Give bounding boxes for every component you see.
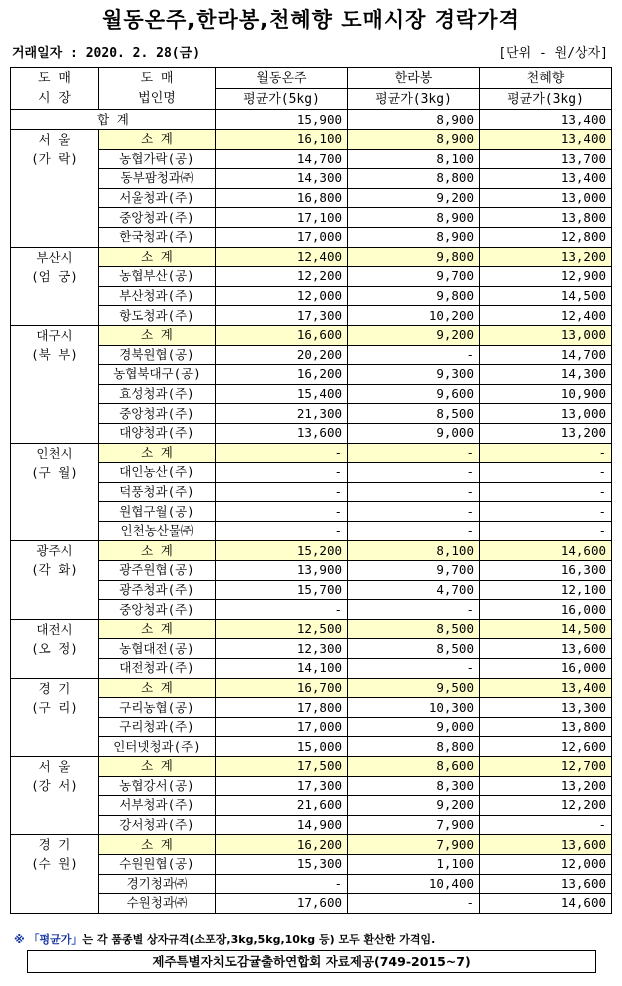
price-hallabong: -	[348, 345, 480, 365]
table-row	[11, 267, 612, 287]
price-tangerine: 20,200	[216, 345, 348, 365]
total-value-1: 15,900	[216, 110, 348, 130]
market-city: 대구시	[36, 327, 73, 343]
price-tangerine: 15,400	[216, 384, 348, 404]
price-tangerine: 17,300	[216, 306, 348, 326]
price-hallabong: 8,800	[348, 737, 480, 757]
price-tangerine: 15,700	[216, 580, 348, 600]
subtotal-row	[11, 678, 612, 698]
corp-name: 한국청과(주)	[99, 227, 216, 247]
price-tangerine: 12,300	[216, 639, 348, 659]
subtotal-row	[11, 130, 612, 150]
price-cheonhyehyang: -	[480, 815, 612, 835]
price-hallabong: 1,100	[348, 854, 480, 874]
price-tangerine: -	[216, 502, 348, 522]
price-tangerine: 16,200	[216, 835, 348, 855]
header-corp-2: 법인명	[99, 89, 216, 110]
price-hallabong: 9,200	[348, 325, 480, 345]
market-city: 서 울	[38, 759, 71, 774]
corp-name: 소 계	[99, 619, 216, 639]
price-hallabong: -	[348, 659, 480, 679]
corp-name: 소 계	[99, 541, 216, 561]
corp-name: 대전청과(주)	[99, 659, 216, 679]
price-cheonhyehyang: 13,800	[480, 208, 612, 228]
subtotal-row	[11, 619, 612, 639]
market-city: 광주시	[36, 543, 73, 559]
price-cheonhyehyang: 13,600	[480, 835, 612, 855]
corp-name: 서부청과(주)	[99, 796, 216, 816]
subtotal-row	[11, 325, 612, 345]
price-cheonhyehyang: 12,800	[480, 227, 612, 247]
market-city: 대전시	[36, 621, 73, 637]
market-district: (각 화)	[31, 562, 78, 578]
price-tangerine: 21,600	[216, 796, 348, 816]
corp-name: 부산청과(주)	[99, 286, 216, 306]
header-col2-sub: 평균가(3kg)	[348, 89, 480, 110]
market-district: (북 부)	[31, 346, 78, 362]
price-tangerine: 17,600	[216, 894, 348, 914]
price-tangerine: -	[216, 521, 348, 541]
price-hallabong: 9,800	[348, 286, 480, 306]
price-tangerine: 17,500	[216, 757, 348, 777]
corp-name: 소 계	[99, 443, 216, 463]
price-tangerine: 16,600	[216, 325, 348, 345]
price-tangerine: 12,000	[216, 286, 348, 306]
price-tangerine: 14,700	[216, 149, 348, 169]
price-cheonhyehyang: 13,600	[480, 639, 612, 659]
table-row	[11, 737, 612, 757]
corp-name: 효성청과(주)	[99, 384, 216, 404]
corp-name: 소 계	[99, 130, 216, 150]
corp-name: 중앙청과(주)	[99, 404, 216, 424]
price-cheonhyehyang: 13,600	[480, 874, 612, 894]
corp-name: 수원원협(공)	[99, 854, 216, 874]
corp-name: 구리청과(주)	[99, 717, 216, 737]
price-hallabong: -	[348, 482, 480, 502]
header-col1-name: 월동온주	[216, 68, 348, 89]
header-col2-name: 한라봉	[348, 68, 480, 89]
market-name	[11, 247, 99, 325]
price-tangerine: -	[216, 463, 348, 483]
table-row	[11, 208, 612, 228]
price-hallabong: 9,300	[348, 365, 480, 385]
price-hallabong: 9,700	[348, 267, 480, 287]
price-tangerine: 16,700	[216, 678, 348, 698]
header-market-2: 시 장	[11, 89, 99, 110]
price-cheonhyehyang: 12,700	[480, 757, 612, 777]
price-cheonhyehyang: 12,000	[480, 854, 612, 874]
table-row	[11, 521, 612, 541]
table-row	[11, 384, 612, 404]
price-hallabong: 10,400	[348, 874, 480, 894]
price-tangerine: 16,200	[216, 365, 348, 385]
price-cheonhyehyang: -	[480, 463, 612, 483]
footnote-text: 는 각 품종별 상자규격(소포장,3kg,5kg,10kg 등) 모두 환산한 가격임.	[82, 933, 436, 946]
price-hallabong: 7,900	[348, 835, 480, 855]
price-tangerine: 16,800	[216, 188, 348, 208]
price-hallabong: 9,800	[348, 247, 480, 267]
price-cheonhyehyang: 14,500	[480, 286, 612, 306]
price-tangerine: 14,300	[216, 169, 348, 189]
price-tangerine: 17,100	[216, 208, 348, 228]
price-tangerine: -	[216, 443, 348, 463]
price-tangerine: -	[216, 482, 348, 502]
corp-name: 수원청과㈜	[99, 894, 216, 914]
table-row	[11, 169, 612, 189]
corp-name: 소 계	[99, 678, 216, 698]
corp-name: 소 계	[99, 247, 216, 267]
table-row	[11, 149, 612, 169]
price-cheonhyehyang: -	[480, 502, 612, 522]
price-tangerine: 13,600	[216, 423, 348, 443]
subtotal-row	[11, 443, 612, 463]
header-col3-sub: 평균가(3kg)	[480, 89, 612, 110]
header-col1-sub: 평균가(5kg)	[216, 89, 348, 110]
price-cheonhyehyang: 12,400	[480, 306, 612, 326]
table-row	[11, 698, 612, 718]
price-hallabong: 8,500	[348, 404, 480, 424]
market-city: 인천시	[36, 445, 73, 461]
table-row	[11, 561, 612, 581]
price-cheonhyehyang: 13,200	[480, 776, 612, 796]
price-cheonhyehyang: -	[480, 482, 612, 502]
corp-name: 광주청과(주)	[99, 580, 216, 600]
price-hallabong: 9,600	[348, 384, 480, 404]
corp-name: 농협북대구(공)	[99, 365, 216, 385]
price-cheonhyehyang: 14,700	[480, 345, 612, 365]
price-cheonhyehyang: -	[480, 521, 612, 541]
corp-name: 중앙청과(주)	[99, 208, 216, 228]
price-hallabong: -	[348, 443, 480, 463]
price-hallabong: 8,100	[348, 541, 480, 561]
price-tangerine: 15,200	[216, 541, 348, 561]
price-cheonhyehyang: 13,200	[480, 247, 612, 267]
price-tangerine: 21,300	[216, 404, 348, 424]
price-tangerine: 12,200	[216, 267, 348, 287]
market-name	[11, 757, 99, 835]
table-row	[11, 227, 612, 247]
price-tangerine: -	[216, 600, 348, 620]
corp-name: 농협가락(공)	[99, 149, 216, 169]
market-name	[11, 130, 99, 248]
price-cheonhyehyang: 10,900	[480, 384, 612, 404]
price-hallabong: 10,200	[348, 306, 480, 326]
price-hallabong: 9,500	[348, 678, 480, 698]
price-hallabong: 8,800	[348, 169, 480, 189]
corp-name: 동부팜청과㈜	[99, 169, 216, 189]
market-name	[11, 619, 99, 678]
market-name	[11, 541, 99, 619]
price-table	[10, 67, 612, 914]
table-row	[11, 502, 612, 522]
price-cheonhyehyang: 13,000	[480, 188, 612, 208]
price-cheonhyehyang: 12,200	[480, 796, 612, 816]
corp-name: 대인농산(주)	[99, 463, 216, 483]
price-cheonhyehyang: 13,400	[480, 130, 612, 150]
market-city: 경 기	[38, 837, 71, 853]
table-row	[11, 482, 612, 502]
source-box: 제주특별자치도감귤출하연합회 자료제공(749-2015~7)	[27, 950, 596, 973]
price-tangerine: 13,900	[216, 561, 348, 581]
price-tangerine: 14,900	[216, 815, 348, 835]
market-name	[11, 325, 99, 443]
subtotal-row	[11, 757, 612, 777]
market-district: (강 서)	[31, 778, 78, 793]
table-row	[11, 286, 612, 306]
corp-name: 경기청과㈜	[99, 874, 216, 894]
corp-name: 대양청과(주)	[99, 423, 216, 443]
table-row	[11, 423, 612, 443]
table-header-row-1	[11, 68, 612, 89]
price-cheonhyehyang: 16,000	[480, 600, 612, 620]
corp-name: 구리농협(공)	[99, 698, 216, 718]
market-name	[11, 443, 99, 541]
unit-label: [단위 - 원/상자]	[498, 46, 608, 61]
page-title: 월동온주,한라봉,천혜향 도매시장 경락가격	[102, 8, 520, 32]
market-district: (오 정)	[31, 640, 78, 656]
total-row	[11, 110, 612, 130]
table-row	[11, 306, 612, 326]
table-row	[11, 796, 612, 816]
market-name	[11, 678, 99, 756]
header-market-1: 도 매	[11, 68, 99, 89]
corp-name: 항도청과(주)	[99, 306, 216, 326]
price-cheonhyehyang: 12,900	[480, 267, 612, 287]
price-cheonhyehyang: 13,400	[480, 169, 612, 189]
corp-name: 인천농산물㈜	[99, 521, 216, 541]
price-hallabong: 7,900	[348, 815, 480, 835]
corp-name: 인터넷청과(주)	[99, 737, 216, 757]
table-row	[11, 463, 612, 483]
price-cheonhyehyang: 13,400	[480, 678, 612, 698]
table-row	[11, 580, 612, 600]
price-cheonhyehyang: 14,500	[480, 619, 612, 639]
table-row	[11, 776, 612, 796]
table-header-row-2	[11, 89, 612, 110]
price-hallabong: 9,000	[348, 717, 480, 737]
total-label: 합 계	[11, 110, 216, 130]
price-hallabong: 10,300	[348, 698, 480, 718]
corp-name: 덕풍청과(주)	[99, 482, 216, 502]
price-hallabong: 9,700	[348, 561, 480, 581]
table-row	[11, 404, 612, 424]
market-city: 부산시	[36, 249, 73, 265]
price-hallabong: -	[348, 463, 480, 483]
table-row	[11, 815, 612, 835]
price-tangerine: 12,500	[216, 619, 348, 639]
price-cheonhyehyang: 16,300	[480, 561, 612, 581]
corp-name: 소 계	[99, 325, 216, 345]
price-hallabong: -	[348, 894, 480, 914]
total-value-2: 8,900	[348, 110, 480, 130]
price-tangerine: 14,100	[216, 659, 348, 679]
price-tangerine: 12,400	[216, 247, 348, 267]
table-row	[11, 659, 612, 679]
corp-name: 농협부산(공)	[99, 267, 216, 287]
subtotal-row	[11, 247, 612, 267]
market-district: (가 락)	[31, 151, 78, 166]
table-row	[11, 639, 612, 659]
corp-name: 원협구월(공)	[99, 502, 216, 522]
corp-name: 농협강서(공)	[99, 776, 216, 796]
price-tangerine: 15,000	[216, 737, 348, 757]
table-row	[11, 717, 612, 737]
price-cheonhyehyang: -	[480, 443, 612, 463]
subtotal-row	[11, 835, 612, 855]
market-district: (구 리)	[31, 699, 78, 715]
table-row	[11, 894, 612, 914]
price-hallabong: 8,300	[348, 776, 480, 796]
header-corp-1: 도 매	[99, 68, 216, 89]
total-value-3: 13,400	[480, 110, 612, 130]
table-row	[11, 854, 612, 874]
price-tangerine: 17,000	[216, 227, 348, 247]
footnote	[14, 931, 435, 947]
header-col3-name: 천혜향	[480, 68, 612, 89]
corp-name: 농협대전(공)	[99, 639, 216, 659]
trade-date: 거래일자 : 2020. 2. 28(금)	[12, 46, 201, 61]
market-district: (수 원)	[31, 856, 78, 872]
price-cheonhyehyang: 13,700	[480, 149, 612, 169]
price-hallabong: 4,700	[348, 580, 480, 600]
price-hallabong: 8,900	[348, 227, 480, 247]
price-hallabong: -	[348, 521, 480, 541]
price-cheonhyehyang: 14,300	[480, 365, 612, 385]
corp-name: 서울청과(주)	[99, 188, 216, 208]
price-cheonhyehyang: 12,600	[480, 737, 612, 757]
price-cheonhyehyang: 16,000	[480, 659, 612, 679]
price-tangerine: 16,100	[216, 130, 348, 150]
price-cheonhyehyang: 13,000	[480, 404, 612, 424]
corp-name: 강서청과(주)	[99, 815, 216, 835]
price-cheonhyehyang: 13,200	[480, 423, 612, 443]
price-cheonhyehyang: 14,600	[480, 894, 612, 914]
subtotal-row	[11, 541, 612, 561]
price-hallabong: 9,200	[348, 188, 480, 208]
price-hallabong: 8,500	[348, 639, 480, 659]
price-tangerine: 17,000	[216, 717, 348, 737]
table-row	[11, 188, 612, 208]
price-hallabong: -	[348, 600, 480, 620]
table-row	[11, 365, 612, 385]
price-cheonhyehyang: 14,600	[480, 541, 612, 561]
corp-name: 소 계	[99, 835, 216, 855]
price-cheonhyehyang: 13,000	[480, 325, 612, 345]
price-hallabong: 9,000	[348, 423, 480, 443]
market-city: 경 기	[38, 680, 71, 696]
price-cheonhyehyang: 12,100	[480, 580, 612, 600]
price-hallabong: 9,200	[348, 796, 480, 816]
table-row	[11, 600, 612, 620]
corp-name: 광주원협(공)	[99, 561, 216, 581]
price-hallabong: 8,100	[348, 149, 480, 169]
price-hallabong: -	[348, 502, 480, 522]
corp-name: 경북원협(공)	[99, 345, 216, 365]
price-tangerine: 17,300	[216, 776, 348, 796]
price-tangerine: -	[216, 874, 348, 894]
price-hallabong: 8,900	[348, 208, 480, 228]
price-cheonhyehyang: 13,300	[480, 698, 612, 718]
table-row	[11, 874, 612, 894]
price-hallabong: 8,500	[348, 619, 480, 639]
price-cheonhyehyang: 13,800	[480, 717, 612, 737]
price-tangerine: 17,800	[216, 698, 348, 718]
table-row	[11, 345, 612, 365]
corp-name: 중앙청과(주)	[99, 600, 216, 620]
market-name	[11, 835, 99, 913]
market-district: (엄 궁)	[31, 268, 78, 284]
corp-name: 소 계	[99, 757, 216, 777]
price-hallabong: 8,900	[348, 130, 480, 150]
price-hallabong: 8,600	[348, 757, 480, 777]
market-district: (구 월)	[31, 464, 78, 480]
price-tangerine: 15,300	[216, 854, 348, 874]
market-city: 서 울	[38, 132, 71, 147]
footnote-mark: ※ 「평균가」	[14, 933, 83, 946]
